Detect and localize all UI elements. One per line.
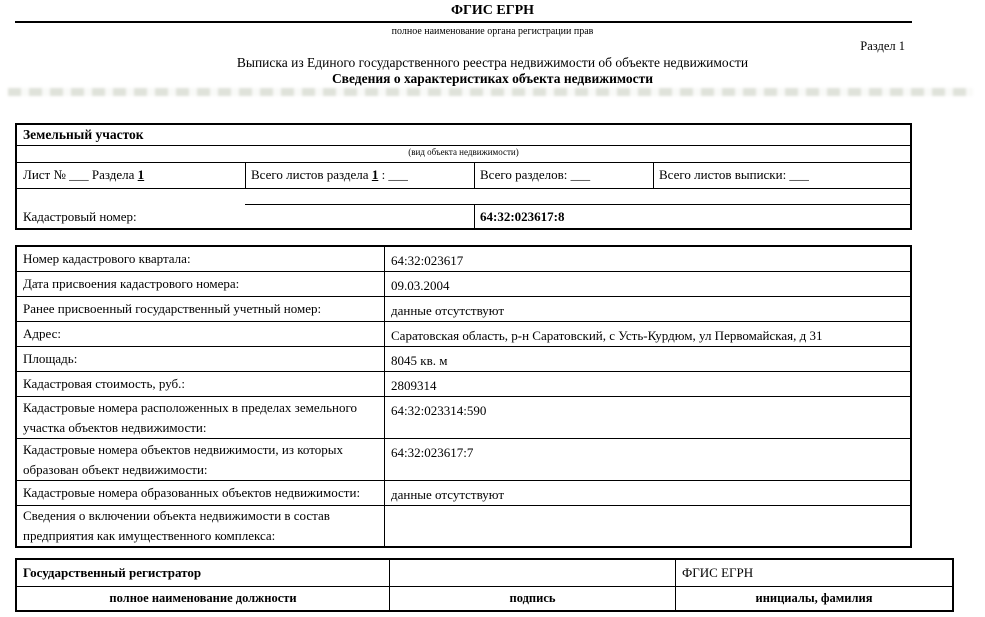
table-row (16, 439, 911, 481)
table1-vline-1 (245, 162, 246, 188)
sheets-total-cell: Всего листов раздела 1 : ___ (251, 167, 408, 182)
row-value: 64:32:023314:590 (385, 397, 912, 439)
row-label: Кадастровые номера образованных объектов недвижимости: (16, 481, 385, 506)
cadastral-number-label: Кадастровый номер: (23, 209, 137, 224)
row-label: Номер кадастрового квартала: (16, 246, 385, 272)
row-value: Саратовская область, р-н Саратовский, с Усть-Курдюм, ул Первомайская, д 31 (385, 322, 912, 347)
registrar-label: Государственный регистратор (16, 559, 390, 586)
characteristics-table (15, 245, 912, 548)
row-label: Кадастровая стоимость, руб.: (16, 372, 385, 397)
header-divider (15, 21, 912, 23)
extract-sheets-total-cell: Всего листов выписки: ___ (659, 167, 809, 182)
table1-line-1 (17, 145, 910, 146)
table-row (16, 481, 911, 506)
cadastral-number-value: 64:32:023617:8 (480, 209, 565, 224)
row-label: Кадастровые номера объектов недвижимости, из которых образован объект недвижимости: (16, 439, 385, 481)
signature-table (15, 558, 954, 612)
table1-vline-2 (474, 162, 475, 188)
table-row (16, 297, 911, 322)
table-row (16, 347, 911, 372)
row-value: 2809314 (385, 372, 912, 397)
table1-vline-4 (474, 204, 475, 228)
object-header-table (15, 123, 912, 230)
table1-line-4 (245, 204, 910, 205)
table-row (16, 322, 911, 347)
caption-position: полное наименование должности (16, 586, 390, 611)
signature-row (16, 559, 953, 586)
document-title: Выписка из Единого государственного реестра недвижимости об объекте недвижимости (236, 55, 749, 70)
row-value: 8045 кв. м (385, 347, 912, 372)
table1-line-2 (17, 162, 910, 163)
object-type-caption: (вид объекта недвижимости) (408, 147, 519, 157)
table-row (16, 272, 911, 297)
row-label: Сведения о включении объекта недвижимости в состав предприятия как имущественного комплекса: (16, 506, 385, 548)
signature-empty-cell (390, 559, 676, 586)
row-label: Адрес: (16, 322, 385, 347)
registrar-value: ФГИС ЕГРН (676, 559, 954, 586)
row-label: Кадастровые номера расположенных в пределах земельного участка объектов недвижимости: (16, 397, 385, 439)
row-label: Площадь: (16, 347, 385, 372)
table1-vline-3 (653, 162, 654, 188)
table-row (16, 397, 911, 439)
table-row (16, 246, 911, 272)
org-name-caption: полное наименование органа регистрации прав (391, 26, 594, 37)
sections-total-cell: Всего разделов: ___ (480, 167, 591, 182)
row-value: данные отсутствуют (385, 297, 912, 322)
row-value (385, 506, 912, 548)
row-label: Ранее присвоенный государственный учетный номер: (16, 297, 385, 322)
table1-line-3 (17, 188, 910, 189)
sheets-total-number: 1 (371, 167, 379, 182)
caption-sign: подпись (390, 586, 676, 611)
signature-caption-row (16, 586, 953, 611)
table-row (16, 372, 911, 397)
section-label: Раздел 1 (860, 39, 905, 53)
sheet-section-number: 1 (137, 167, 145, 182)
faint-watermark-strip (8, 88, 973, 96)
object-type: Земельный участок (23, 127, 144, 142)
row-label: Дата присвоения кадастрового номера: (16, 272, 385, 297)
org-name: ФГИС ЕГРН (450, 3, 535, 18)
row-value: 09.03.2004 (385, 272, 912, 297)
row-value: 64:32:023617:7 (385, 439, 912, 481)
row-value: данные отсутствуют (385, 481, 912, 506)
sheet-number-cell: Лист № ___ Раздела 1 (23, 167, 145, 182)
table-row (16, 506, 911, 548)
document-subtitle: Сведения о характеристиках объекта недвижимости (331, 71, 654, 86)
caption-name: инициалы, фамилия (676, 586, 954, 611)
row-value: 64:32:023617 (385, 246, 912, 272)
